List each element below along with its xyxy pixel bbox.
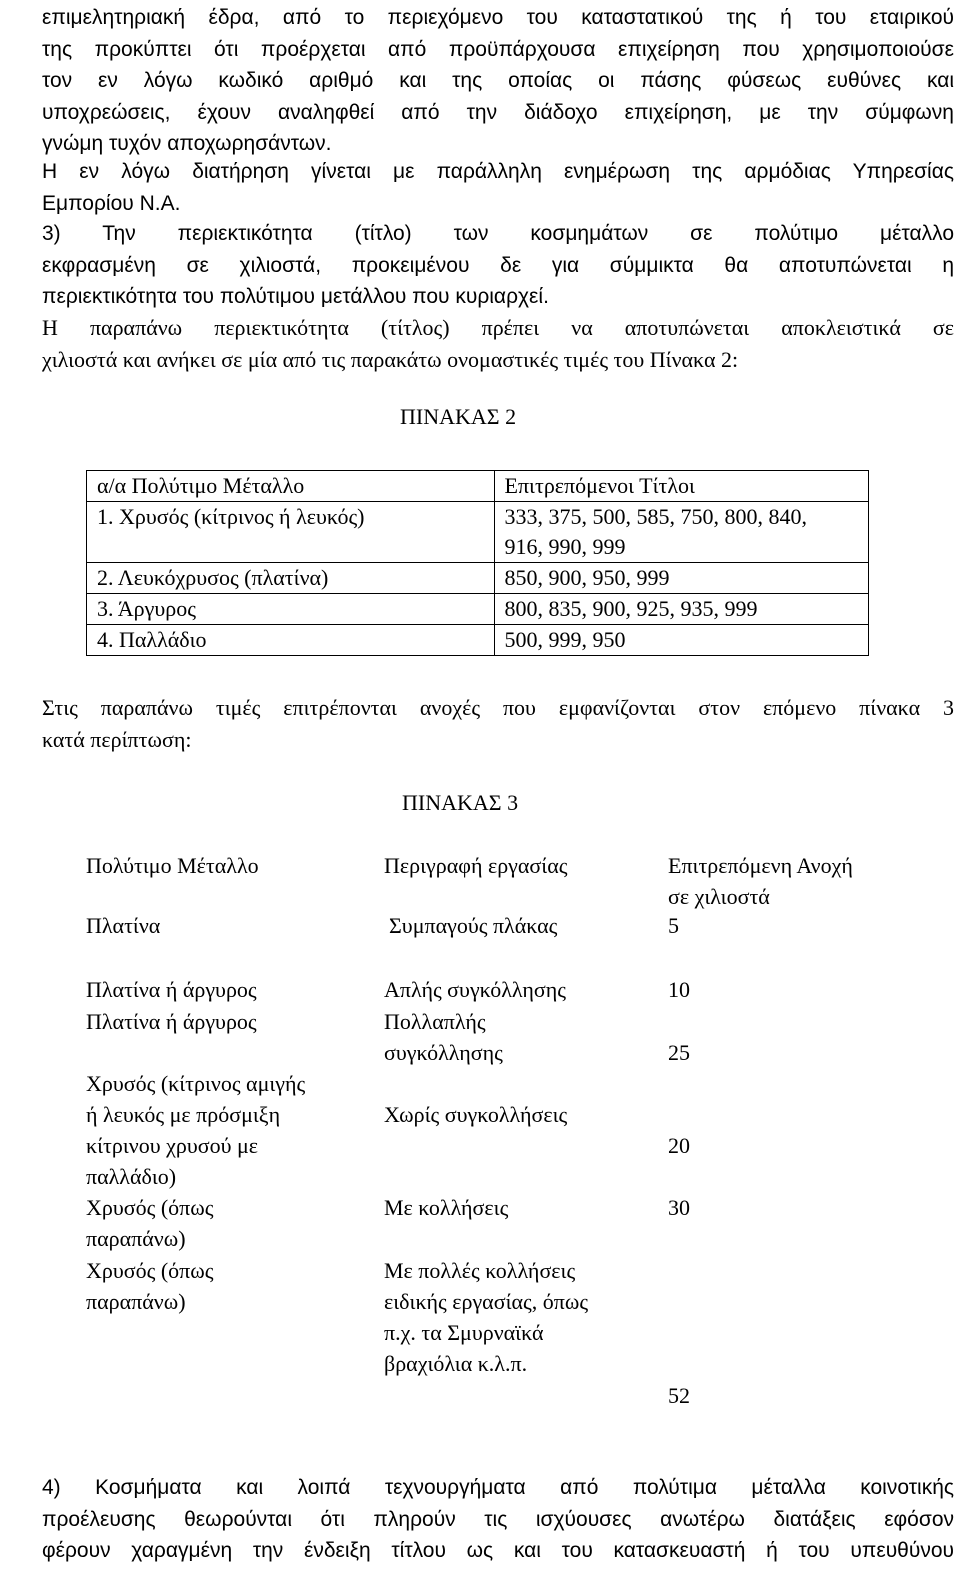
table-3-cell-work: Απλής συγκόλλησης [384,977,566,1002]
table-3-cell-metal [86,1192,213,1254]
text-line: προέλευσης θεωρούνται ότι πληρούν τις ισχύουσες ανωτέρω διατάξεις εφόσον [42,1507,954,1531]
table-3-cell-work: Συμπαγούς πλάκας [389,913,558,938]
cell-line: Χρυσός (κίτρινος αμιγής [86,1071,306,1096]
text-line: υποχρεώσεις, έχουν αναληφθεί από την διάδοχο επιχείρηση, με την σύμφωνη [42,100,954,124]
table-cell: 1. Χρυσός (κίτρινος ή λευκός) [87,502,495,563]
text-line: γνώμη τυχόν αποχωρησάντων. [42,132,332,156]
cell-line: Με πολλές κολλήσεις [384,1258,576,1283]
paragraph-intro [42,2,954,160]
cell-line: π.χ. τα Σμυρναϊκά [384,1320,544,1345]
text-line: Η παραπάνω περιεκτικότητα (τίτλος) πρέπει να αποτυπώνεται αποκλειστικά σε [42,315,954,340]
table-cell: 850, 900, 950, 999 [494,563,868,594]
table-row [87,594,869,625]
text-line: εκφρασμένη σε χιλιοστά, προκειμένου δε για σύμμικτα θα αποτυπώνεται η [42,253,954,277]
paragraph-tolerance [42,692,954,755]
text-line: χιλιοστά και ανήκει σε μία από τις παρακάτω ονομαστικές τιμές του Πίνακα 2: [42,346,739,372]
table-3-cell-tolerance: 10 [668,977,690,1002]
table-cell: 2. Λευκόχρυσος (πλατίνα) [87,563,495,594]
paragraph-item-3 [42,218,954,313]
cell-line: ειδικής εργασίας, όπως [384,1289,589,1314]
text-line: Εμπορίου Ν.Α. [42,191,181,215]
table-3-cell-tolerance: 5 [668,913,679,938]
table-cell: 3. Άργυρος [87,594,495,625]
table-cell: α/α Πολύτιμο Μέταλλο [87,471,495,502]
cell-line: παλλάδιο) [86,1164,177,1189]
paragraph-item-4 [42,1472,954,1567]
table-3-cell-work: Με κολλήσεις [384,1195,509,1220]
table-3-cell-work [384,1006,503,1068]
cell-line: βραχιόλια κ.λ.π. [384,1351,528,1376]
table-row [87,502,869,563]
table-cell: Επιτρεπόμενοι Τίτλοι [494,471,868,502]
paragraph-retention [42,156,954,219]
table-cell: 800, 835, 900, 925, 935, 999 [494,594,868,625]
table-row [87,563,869,594]
cell-line: παραπάνω) [86,1226,186,1251]
table-row [87,625,869,656]
table-3-cell-work [384,1255,588,1379]
cell-line: Πολλαπλής [384,1009,486,1034]
cell-line: συγκόλλησης [384,1040,503,1065]
table-3-header-metal: Πολύτιμο Μέταλλο [86,853,259,878]
text-line: φέρουν χαραγμένη την ένδειξη τίτλου ως και του κατασκευαστή ή του υπευθύνου [42,1539,954,1563]
cell-line: κίτρινου χρυσού με [86,1133,259,1158]
paragraph-above [42,312,954,375]
text-line: της προκύπτει ότι προέρχεται από προϋπάρχουσα επιχείρηση που χρησιμοποιούσε [42,37,954,61]
table-3-cell-tolerance: 20 [668,1133,690,1158]
table-2 [86,470,869,656]
table-3-header-work: Περιγραφή εργασίας [384,853,568,878]
table-3-cell-tolerance: 25 [668,1040,690,1065]
table-3-cell-tolerance: 52 [668,1383,690,1408]
cell-line: 916, 990, 999 [504,534,626,559]
table-3-caption: ΠΙΝΑΚΑΣ 3 [402,790,519,815]
table-3-cell-metal: Πλατίνα ή άργυρος [86,977,257,1002]
table-3-cell-work: Χωρίς συγκολλήσεις [384,1102,568,1127]
table-3-header-tolerance [668,850,853,912]
cell-line: παραπάνω) [86,1289,186,1314]
table-3-cell-metal: Πλατίνα [86,913,161,938]
table-3-cell-tolerance: 30 [668,1195,690,1220]
text-line: 4) Κοσμήματα και λοιπά τεχνουργήματα από πολύτιμα μέταλλα κοινοτικής [42,1476,954,1499]
text-line: Στις παραπάνω τιμές επιτρέπονται ανοχές που εμφανίζονται στον επόμενο πίνακα 3 [42,695,954,720]
table-cell: 500, 999, 950 [494,625,868,656]
text-line: κατά περίπτωση: [42,726,192,752]
cell-line: σε χιλιοστά [668,884,770,909]
text-line: τον εν λόγω κωδικό αριθμό και της οποίας οι πάσης φύσεως ευθύνες και [42,69,954,93]
cell-line: Επιτρεπόμενη Ανοχή [668,853,853,878]
cell-line: 333, 375, 500, 585, 750, 800, 840, [504,504,808,529]
table-cell: 4. Παλλάδιο [87,625,495,656]
text-line: 3) Την περιεκτικότητα (τίτλο) των κοσμημάτων σε πολύτιμο μέταλλο [42,222,954,245]
text-line: Η εν λόγω διατήρηση γίνεται με παράλληλη ενημέρωση της αρμόδιας Υπηρεσίας [42,160,954,183]
cell-line: ή λευκός με πρόσμιξη [86,1102,281,1127]
table-3-cell-metal [86,1255,213,1317]
table-cell [494,502,868,563]
cell-line: Χρυσός (όπως [86,1195,214,1220]
table-header-row [87,471,869,502]
table-3-cell-metal: Πλατίνα ή άργυρος [86,1009,257,1034]
table-2-caption: ΠΙΝΑΚΑΣ 2 [400,404,517,429]
table-3-cell-metal [86,1068,305,1192]
text-line: περιεκτικότητα του πολύτιμου μετάλλου που κυριαρχεί. [42,285,549,309]
cell-line: Χρυσός (όπως [86,1258,214,1283]
text-line: επιμελητηριακή έδρα, από το περιεχόμενο του καταστατικού της ή του εταιρικού [42,6,954,29]
